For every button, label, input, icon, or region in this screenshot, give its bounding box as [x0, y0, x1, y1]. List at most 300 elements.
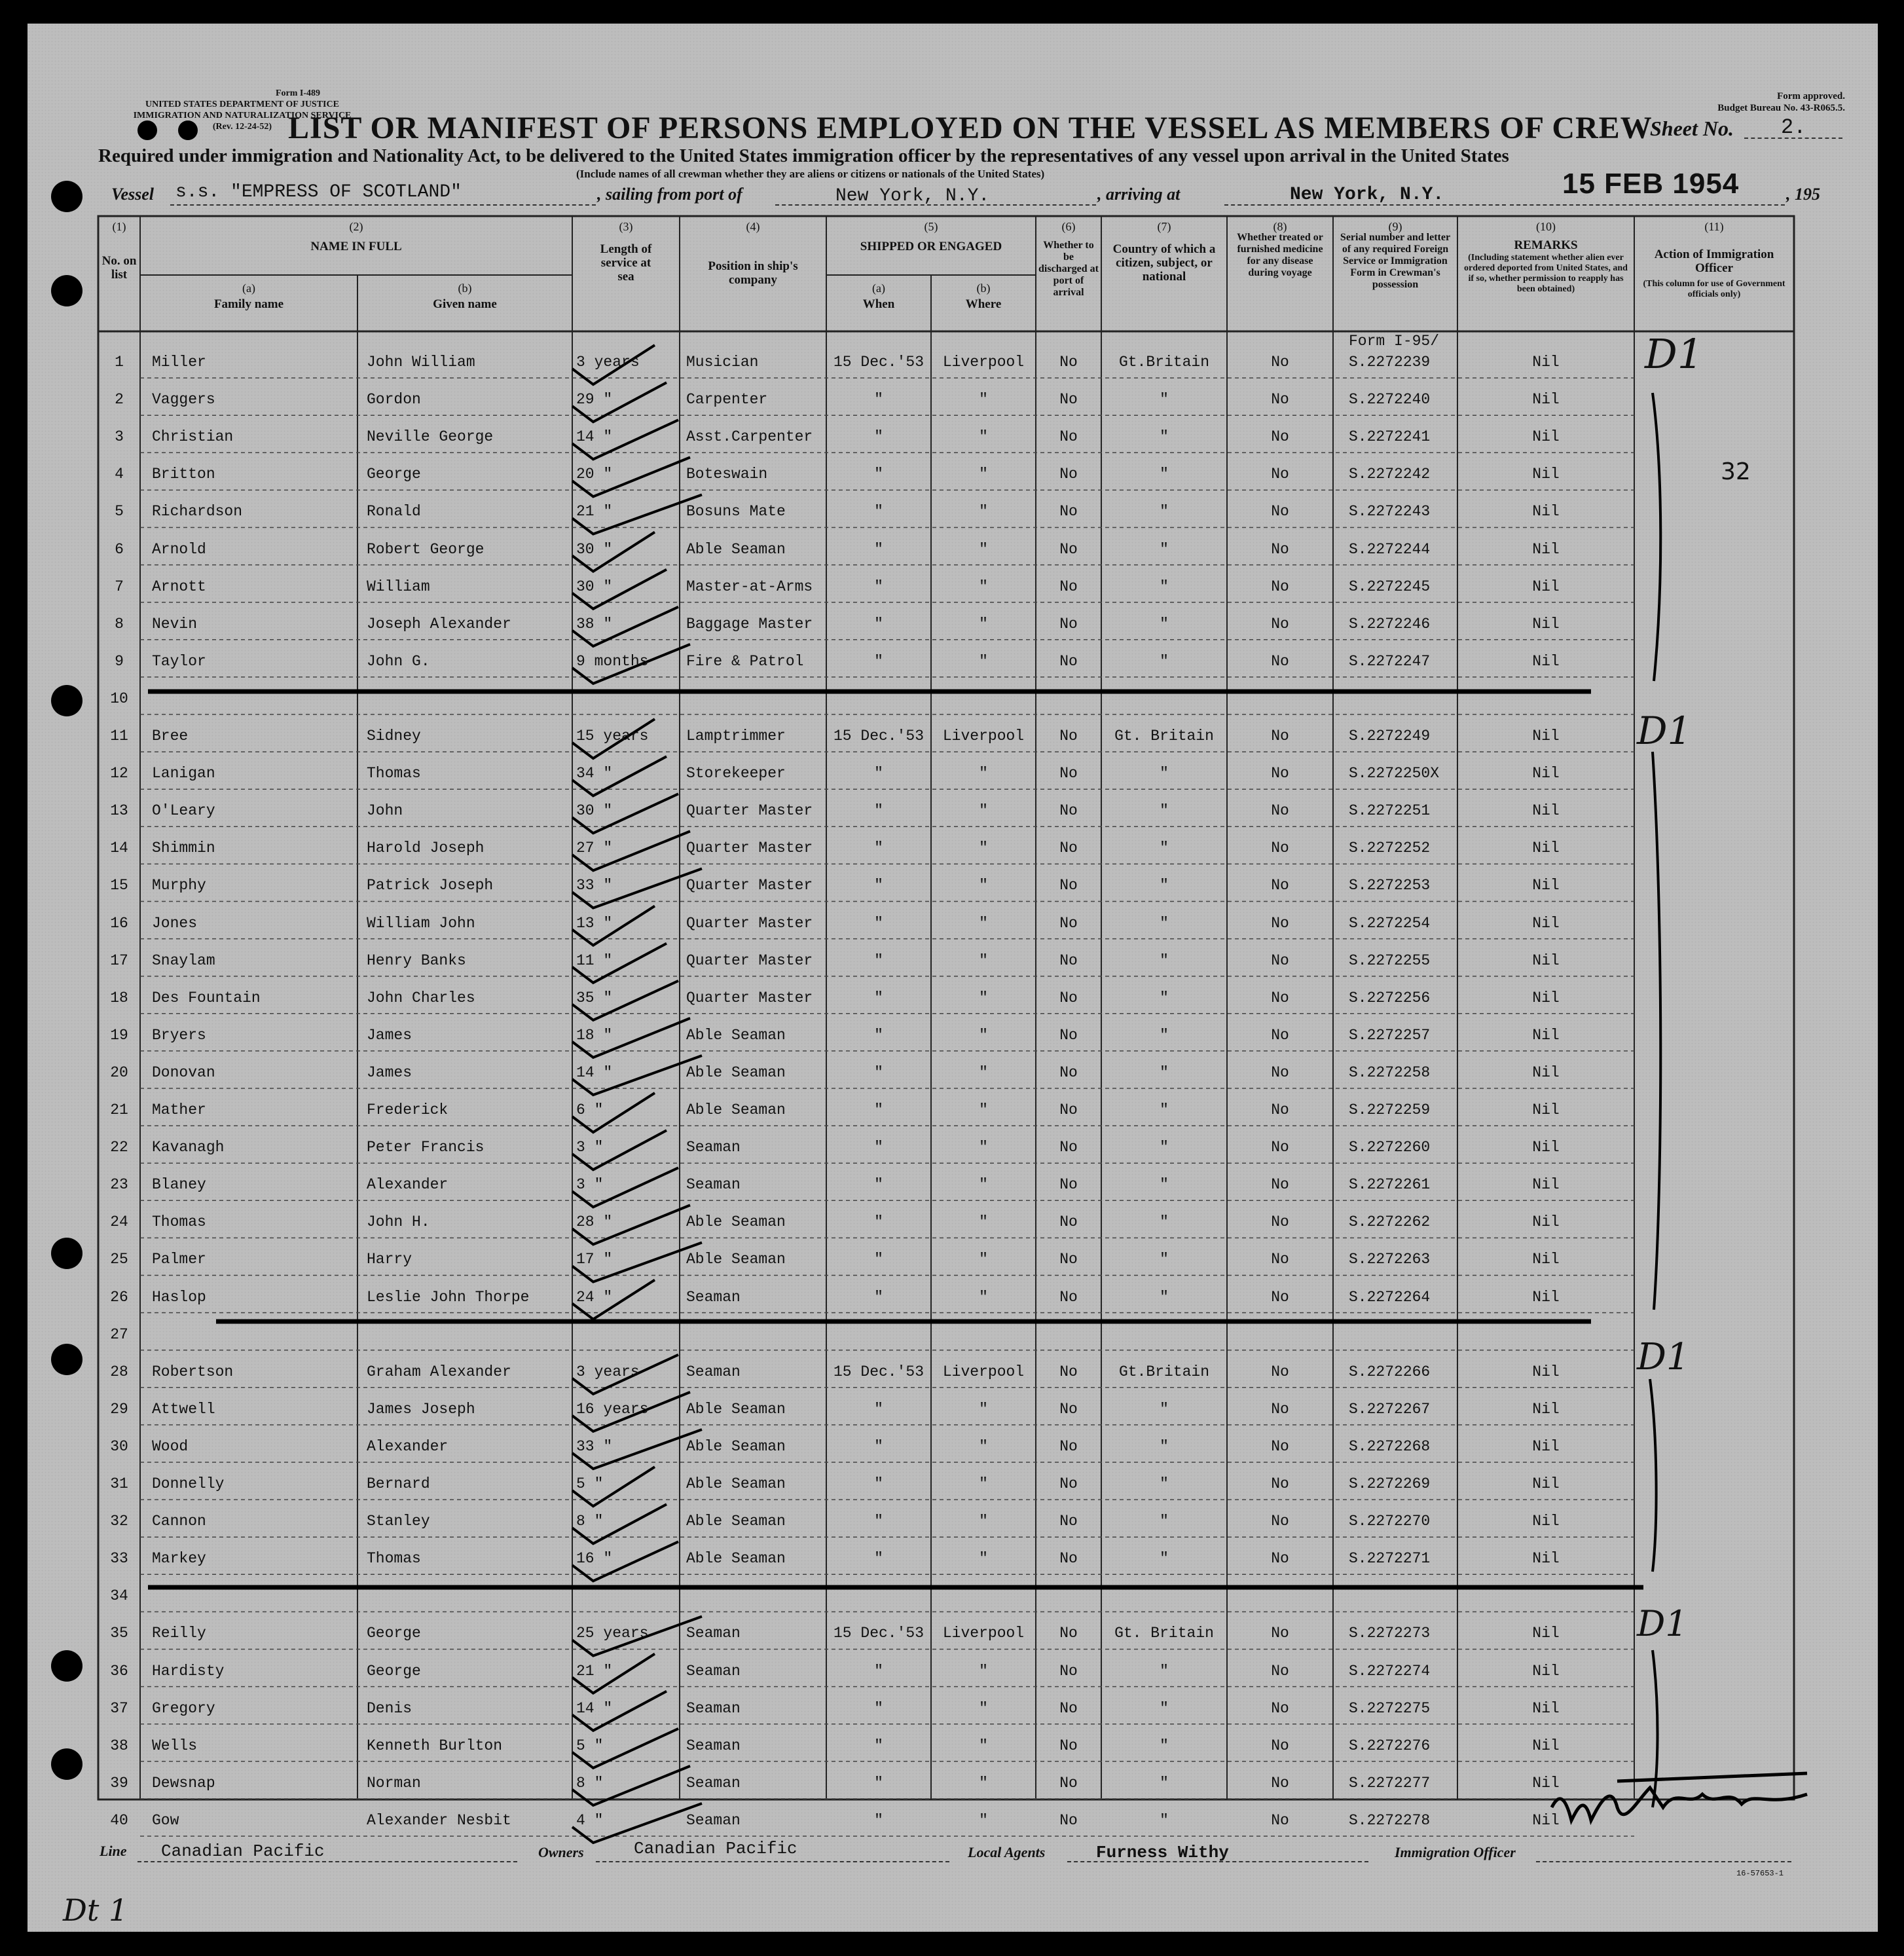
cell-given: George: [367, 1625, 421, 1642]
cell-when: ": [874, 1513, 883, 1530]
cell-where: ": [979, 1101, 988, 1118]
cell-country: ": [1160, 615, 1169, 633]
budget-bureau-number: Budget Bureau No. 43-R065.5.: [1717, 103, 1845, 113]
cell-treated: No: [1271, 1400, 1289, 1418]
cell-treated: No: [1271, 1475, 1289, 1492]
cell-no: 6: [115, 540, 124, 558]
col4-number: (4): [746, 220, 760, 233]
cell-given: James: [367, 1026, 412, 1044]
cell-country: ": [1160, 1774, 1169, 1792]
cell-serial: S.2272276: [1349, 1737, 1431, 1754]
cell-discharged: No: [1059, 1251, 1078, 1268]
cell-no: 32: [110, 1513, 128, 1530]
cell-service: 17 ": [576, 1251, 613, 1268]
col-header-position: Position in ship's company: [708, 259, 798, 287]
cell-country: ": [1160, 1101, 1169, 1118]
cell-remarks: Nil: [1532, 1213, 1560, 1231]
cell-country: Gt.Britain: [1118, 354, 1210, 371]
cell-remarks: Nil: [1532, 1475, 1560, 1492]
cell-treated: No: [1271, 1213, 1289, 1231]
cell-when: ": [874, 840, 883, 857]
cell-when: ": [874, 466, 883, 483]
cell-no: 34: [110, 1587, 128, 1605]
cell-remarks: Nil: [1532, 1437, 1560, 1455]
cell-treated: No: [1271, 1063, 1289, 1081]
cell-where: ": [979, 428, 988, 446]
cell-position: Storekeeper: [686, 765, 786, 783]
cell-treated: No: [1271, 1101, 1289, 1118]
col11-number: (11): [1704, 220, 1724, 233]
cell-remarks: Nil: [1532, 503, 1560, 521]
cell-given: John H.: [367, 1213, 430, 1231]
cell-treated: No: [1271, 391, 1289, 409]
cell-no: 19: [110, 1026, 128, 1044]
cell-service: 21 ": [576, 503, 613, 521]
cell-where: ": [979, 802, 988, 820]
cell-no: 9: [115, 652, 124, 670]
underline: [137, 1861, 517, 1862]
cell-serial: S.2272269: [1349, 1475, 1431, 1492]
cell-family: Richardson: [152, 503, 243, 521]
cell-remarks: Nil: [1532, 765, 1560, 783]
cell-treated: No: [1271, 1251, 1289, 1268]
officer-label: Immigration Officer: [1395, 1844, 1516, 1860]
cell-given: Neville George: [367, 428, 494, 446]
cell-position: Fire & Patrol: [686, 652, 804, 670]
cell-country: Gt.Britain: [1118, 1363, 1210, 1380]
cell-where: ": [979, 914, 988, 932]
cell-given: Thomas: [367, 765, 421, 783]
cell-service: 33 ": [576, 877, 613, 895]
cell-family: Vaggers: [152, 391, 215, 409]
cell-service: 3 ": [576, 1176, 604, 1194]
cell-position: Quarter Master: [686, 802, 813, 820]
cell-given: William John: [367, 914, 475, 932]
cell-service: 38 ": [576, 615, 613, 633]
cell-family: Taylor: [152, 652, 206, 670]
cell-remarks: Nil: [1532, 1774, 1560, 1792]
cell-country: Gt. Britain: [1114, 1625, 1214, 1642]
col5a-number: (a): [872, 282, 885, 295]
cell-given: Harold Joseph: [367, 840, 485, 857]
cell-remarks: Nil: [1532, 1400, 1560, 1418]
cell-service: 3 ": [576, 1139, 604, 1156]
cell-service: 13 ": [576, 914, 613, 932]
underline: [1536, 1861, 1791, 1862]
cell-given: Henry Banks: [367, 951, 466, 969]
cell-family: Haslop: [152, 1288, 206, 1306]
cell-position: Able Seaman: [686, 1213, 786, 1231]
cell-serial: S.2272268: [1349, 1437, 1431, 1455]
cell-no: 26: [110, 1288, 128, 1306]
cell-given: James Joseph: [367, 1400, 475, 1418]
cell-given: Leslie John Thorpe: [367, 1288, 530, 1306]
cell-family: Reilly: [152, 1625, 206, 1642]
cell-serial: S.2272243: [1349, 503, 1431, 521]
year-label: , 195: [1786, 185, 1820, 204]
cell-when: 15 Dec.'53: [833, 1625, 925, 1642]
cell-family: Bryers: [152, 1026, 206, 1044]
cell-service: 5 ": [576, 1737, 604, 1754]
cell-position: Able Seaman: [686, 540, 786, 558]
cell-family: Palmer: [152, 1251, 206, 1268]
cell-given: Frederick: [367, 1101, 449, 1118]
cell-treated: No: [1271, 466, 1289, 483]
cell-when: ": [874, 989, 883, 1006]
cell-position: Quarter Master: [686, 951, 813, 969]
col-header-officer-note: (This column for use of Government officials only): [1643, 279, 1785, 299]
cell-service: 15 years: [576, 728, 649, 745]
cell-family: Shimmin: [152, 840, 215, 857]
cell-where: ": [979, 1251, 988, 1268]
cell-position: Quarter Master: [686, 914, 813, 932]
cell-treated: No: [1271, 540, 1289, 558]
cell-where: ": [979, 503, 988, 521]
cell-when: ": [874, 1550, 883, 1568]
cell-family: Gregory: [152, 1699, 215, 1717]
cell-where: ": [979, 1662, 988, 1680]
owners-value: Canadian Pacific: [634, 1839, 797, 1858]
cell-when: ": [874, 578, 883, 595]
cell-family: Britton: [152, 466, 215, 483]
cell-no: 29: [110, 1400, 128, 1418]
cell-country: ": [1160, 877, 1169, 895]
cell-remarks: Nil: [1532, 1737, 1560, 1754]
cell-service: 9 months: [576, 652, 649, 670]
cell-serial: S.2272249: [1349, 728, 1431, 745]
agents-label: Local Agents: [968, 1844, 1046, 1860]
cell-where: ": [979, 1288, 988, 1306]
cell-serial: S.2272245: [1349, 578, 1431, 595]
col8-number: (8): [1273, 220, 1287, 233]
cell-no: 27: [110, 1325, 128, 1343]
cell-treated: No: [1271, 1288, 1289, 1306]
cell-position: Quarter Master: [686, 840, 813, 857]
cell-discharged: No: [1059, 1288, 1078, 1306]
cell-no: 2: [115, 391, 124, 409]
cell-treated: No: [1271, 354, 1289, 371]
officer-mark: D1: [1637, 709, 1692, 753]
cell-no: 39: [110, 1774, 128, 1792]
cell-country: ": [1160, 1662, 1169, 1680]
cell-service: 14 ": [576, 1699, 613, 1717]
vessel-name: s.s. "EMPRESS OF SCOTLAND": [175, 182, 462, 202]
date-stamp: 15 FEB 1954: [1562, 168, 1740, 200]
cell-position: Able Seaman: [686, 1475, 786, 1492]
cell-treated: No: [1271, 1774, 1289, 1792]
cell-position: Able Seaman: [686, 1251, 786, 1268]
cell-discharged: No: [1059, 728, 1078, 745]
cell-remarks: Nil: [1532, 877, 1560, 895]
cell-remarks: Nil: [1532, 1699, 1560, 1717]
cell-remarks: Nil: [1532, 615, 1560, 633]
cell-service: 30 ": [576, 802, 613, 820]
col10-number: (10): [1536, 220, 1556, 233]
bottom-handwritten-mark: Dt 1: [63, 1892, 128, 1928]
cell-treated: No: [1271, 728, 1289, 745]
cell-when: ": [874, 615, 883, 633]
cell-serial: S.2272273: [1349, 1625, 1431, 1642]
cell-where: ": [979, 1513, 988, 1530]
cell-service: 35 ": [576, 989, 613, 1006]
cell-discharged: No: [1059, 615, 1078, 633]
cell-serial: S.2272264: [1349, 1288, 1431, 1306]
cell-given: Ronald: [367, 503, 421, 521]
service-name: IMMIGRATION AND NATURALIZATION SERVICE: [133, 111, 352, 120]
cell-position: Lamptrimmer: [686, 728, 786, 745]
cell-service: 3 years: [576, 1363, 640, 1380]
cell-country: ": [1160, 989, 1169, 1006]
cell-where: ": [979, 578, 988, 595]
cell-family: Kavanagh: [152, 1139, 225, 1156]
cell-service: 8 ": [576, 1513, 604, 1530]
cell-country: ": [1160, 951, 1169, 969]
cell-treated: No: [1271, 1139, 1289, 1156]
subtitle: Required under immigration and Nationality Act, to be delivered to the United States immigration officer by the representatives of any vessel upon arrival in the United States: [98, 145, 1509, 166]
cell-country: ": [1160, 1550, 1169, 1568]
cell-serial: S.2272241: [1349, 428, 1431, 446]
cell-given: James: [367, 1063, 412, 1081]
cell-family: Blaney: [152, 1176, 206, 1194]
sheet-number: 2.: [1781, 115, 1806, 139]
cell-treated: No: [1271, 877, 1289, 895]
cell-remarks: Nil: [1532, 1363, 1560, 1380]
cell-remarks: Nil: [1532, 1811, 1560, 1829]
cell-no: 22: [110, 1139, 128, 1156]
cell-position: Seaman: [686, 1363, 741, 1380]
cell-country: ": [1160, 1737, 1169, 1754]
cell-family: Robertson: [152, 1363, 234, 1380]
cell-serial: S.2272254: [1349, 914, 1431, 932]
cell-given: Robert George: [367, 540, 485, 558]
cell-when: ": [874, 428, 883, 446]
cell-given: Bernard: [367, 1475, 430, 1492]
cell-remarks: Nil: [1532, 802, 1560, 820]
cell-position: Seaman: [686, 1699, 741, 1717]
cell-discharged: No: [1059, 466, 1078, 483]
cell-service: 30 ": [576, 578, 613, 595]
cell-position: Able Seaman: [686, 1400, 786, 1418]
page-title: LIST OR MANIFEST OF PERSONS EMPLOYED ON THE VESSEL AS MEMBERS OF CREW: [288, 111, 1653, 145]
cell-country: ": [1160, 578, 1169, 595]
cell-service: 21 ": [576, 1662, 613, 1680]
cell-remarks: Nil: [1532, 391, 1560, 409]
cell-position: Seaman: [686, 1139, 741, 1156]
cell-serial: S.2272266: [1349, 1363, 1431, 1380]
cell-no: 7: [115, 578, 124, 595]
cell-where: ": [979, 540, 988, 558]
cell-family: Donnelly: [152, 1475, 225, 1492]
cell-serial: S.2272278: [1349, 1811, 1431, 1829]
cell-no: 28: [110, 1363, 128, 1380]
col-header-service: Length of service at sea: [600, 242, 652, 284]
officer-mark: D1: [1637, 1603, 1688, 1644]
cell-serial: S.2272259: [1349, 1101, 1431, 1118]
cell-given: Patrick Joseph: [367, 877, 494, 895]
cell-country: ": [1160, 1811, 1169, 1829]
cell-serial: S.2272250X: [1349, 765, 1440, 783]
cell-given: John: [367, 802, 403, 820]
cell-treated: No: [1271, 652, 1289, 670]
cell-service: 14 ": [576, 1063, 613, 1081]
cell-family: Arnott: [152, 578, 206, 595]
cell-serial: S.2272262: [1349, 1213, 1431, 1231]
department-name: UNITED STATES DEPARTMENT OF JUSTICE: [145, 100, 339, 109]
cell-given: George: [367, 1662, 421, 1680]
cell-discharged: No: [1059, 652, 1078, 670]
col-header-when: When: [862, 297, 895, 311]
underline: [1067, 1861, 1368, 1862]
cell-where: ": [979, 615, 988, 633]
cell-remarks: Nil: [1532, 1662, 1560, 1680]
cell-no: 25: [110, 1251, 128, 1268]
cell-serial: S.2272261: [1349, 1176, 1431, 1194]
cell-remarks: Nil: [1532, 540, 1560, 558]
cell-remarks: Nil: [1532, 1101, 1560, 1118]
cell-service: 20 ": [576, 466, 613, 483]
cell-country: ": [1160, 1400, 1169, 1418]
col-header-treated: Whether treated or furnished medicine for any disease during voyage: [1237, 232, 1323, 278]
cell-given: Norman: [367, 1774, 421, 1792]
cell-discharged: No: [1059, 1101, 1078, 1118]
cell-when: ": [874, 1213, 883, 1231]
cell-service: 14 ": [576, 428, 613, 446]
cell-when: ": [874, 765, 883, 783]
cell-serial: S.2272257: [1349, 1026, 1431, 1044]
cell-discharged: No: [1059, 840, 1078, 857]
cell-remarks: Nil: [1532, 652, 1560, 670]
cell-where: ": [979, 1550, 988, 1568]
cell-where: ": [979, 840, 988, 857]
col-header-given-name: Given name: [433, 297, 497, 311]
cell-when: ": [874, 1737, 883, 1754]
cell-no: 20: [110, 1063, 128, 1081]
col-header-name: NAME IN FULL: [310, 240, 402, 253]
cell-given: Kenneth Burlton: [367, 1737, 503, 1754]
cell-family: O'Leary: [152, 802, 215, 820]
cell-family: Wells: [152, 1737, 198, 1754]
cell-position: Musician: [686, 354, 759, 371]
cell-country: ": [1160, 1699, 1169, 1717]
cell-family: Des Fountain: [152, 989, 261, 1006]
cell-discharged: No: [1059, 1400, 1078, 1418]
cell-no: 8: [115, 615, 124, 633]
cell-when: ": [874, 951, 883, 969]
cell-no: 12: [110, 765, 128, 783]
cell-discharged: No: [1059, 354, 1078, 371]
cell-where: ": [979, 1811, 988, 1829]
cell-no: 23: [110, 1176, 128, 1194]
cell-where: ": [979, 1063, 988, 1081]
arriving-label: , arriving at: [1097, 185, 1181, 204]
cell-remarks: Nil: [1532, 1550, 1560, 1568]
cell-treated: No: [1271, 1026, 1289, 1044]
cell-serial: S.2272244: [1349, 540, 1431, 558]
cell-when: ": [874, 540, 883, 558]
cell-when: ": [874, 503, 883, 521]
line-label: Line: [100, 1843, 127, 1859]
cell-treated: No: [1271, 578, 1289, 595]
agents-value: Furness Withy: [1096, 1843, 1229, 1862]
cell-given: William: [367, 578, 430, 595]
cell-discharged: No: [1059, 951, 1078, 969]
cell-family: Wood: [152, 1437, 189, 1455]
cell-when: 15 Dec.'53: [833, 354, 925, 371]
cell-where: ": [979, 391, 988, 409]
cell-family: Dewsnap: [152, 1774, 215, 1792]
cell-country: ": [1160, 1475, 1169, 1492]
cell-given: John William: [367, 354, 475, 371]
cell-discharged: No: [1059, 1363, 1078, 1380]
cell-country: ": [1160, 1251, 1169, 1268]
cell-remarks: Nil: [1532, 1288, 1560, 1306]
cell-service: 27 ": [576, 840, 613, 857]
cell-where: ": [979, 1699, 988, 1717]
cell-no: 16: [110, 914, 128, 932]
cell-discharged: No: [1059, 1139, 1078, 1156]
cell-position: Quarter Master: [686, 877, 813, 895]
cell-where: ": [979, 877, 988, 895]
cell-discharged: No: [1059, 802, 1078, 820]
cell-when: ": [874, 1251, 883, 1268]
cell-when: ": [874, 1026, 883, 1044]
cell-service: 8 ": [576, 1774, 604, 1792]
cell-discharged: No: [1059, 503, 1078, 521]
cell-discharged: No: [1059, 1513, 1078, 1530]
cell-no: 10: [110, 690, 128, 707]
cell-when: 15 Dec.'53: [833, 1363, 925, 1380]
cell-when: ": [874, 1400, 883, 1418]
cell-where: ": [979, 989, 988, 1006]
cell-remarks: Nil: [1532, 428, 1560, 446]
col6-number: (6): [1061, 220, 1076, 233]
cell-service: 29 ": [576, 391, 613, 409]
cell-no: 31: [110, 1475, 128, 1492]
officer-mark: D1: [1645, 330, 1704, 378]
cell-given: George: [367, 466, 421, 483]
col9-number: (9): [1388, 220, 1402, 233]
col3-number: (3): [619, 220, 633, 233]
cell-remarks: Nil: [1532, 951, 1560, 969]
cell-given: Peter Francis: [367, 1139, 485, 1156]
cell-discharged: No: [1059, 1774, 1078, 1792]
cell-treated: No: [1271, 989, 1289, 1006]
cell-where: ": [979, 466, 988, 483]
cell-position: Quarter Master: [686, 989, 813, 1006]
cell-treated: No: [1271, 1662, 1289, 1680]
cell-treated: No: [1271, 1625, 1289, 1642]
cell-treated: No: [1271, 802, 1289, 820]
cell-family: Snaylam: [152, 951, 215, 969]
cell-family: Nevin: [152, 615, 198, 633]
cell-country: ": [1160, 802, 1169, 820]
cell-where: Liverpool: [942, 1625, 1025, 1642]
cell-no: 33: [110, 1550, 128, 1568]
cell-family: Christian: [152, 428, 234, 446]
cell-where: ": [979, 1475, 988, 1492]
cell-when: ": [874, 1475, 883, 1492]
cell-country: ": [1160, 540, 1169, 558]
cell-serial: S.2272263: [1349, 1251, 1431, 1268]
cell-treated: No: [1271, 428, 1289, 446]
cell-where: Liverpool: [942, 728, 1025, 745]
cell-when: ": [874, 877, 883, 895]
cell-family: Bree: [152, 728, 189, 745]
col5-number: (5): [924, 220, 938, 233]
cell-family: Murphy: [152, 877, 206, 895]
cell-serial: S.2272251: [1349, 802, 1431, 820]
cell-discharged: No: [1059, 989, 1078, 1006]
